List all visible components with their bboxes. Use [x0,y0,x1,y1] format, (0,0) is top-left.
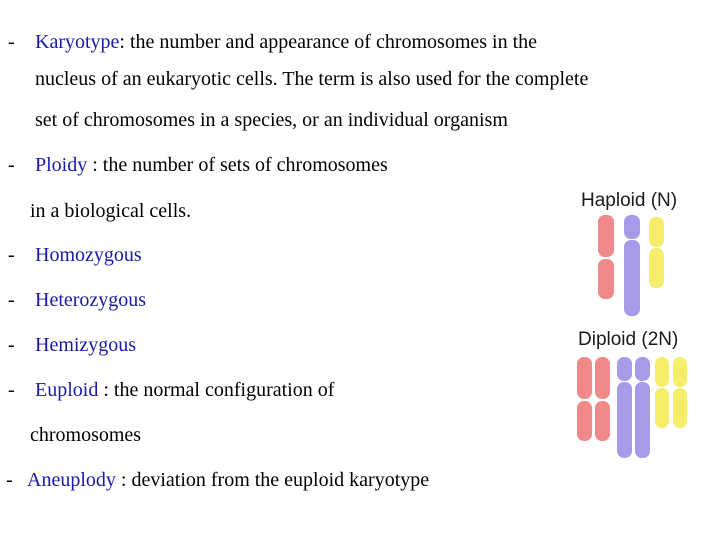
yellow-chromosome-lower [649,248,664,288]
hemizygous-term: Hemizygous [35,334,137,356]
karyotype-line-2: nucleus of an eukaryotic cells. The term is also used for the complete [35,68,589,90]
purple-chromosome-lower [624,240,640,316]
yellow-chromosome-lower [655,388,669,428]
bullet-dash: - [8,31,15,53]
diploid-chromosomes [577,357,687,458]
bullet-dash: - [8,154,15,176]
haploid-chromosomes [598,215,664,316]
red-chromosome-upper [595,357,610,399]
red-chromosome-lower [598,259,614,299]
ploidy-term: Ploidy [35,154,88,176]
homozygous-term: Homozygous [35,244,142,266]
purple-chromosome-lower [635,382,650,458]
purple-chromosome-lower [617,382,632,458]
bullet-dash: - [6,469,13,491]
yellow-chromosome-upper [655,357,669,387]
red-chromosome-upper [598,215,614,257]
euploid-term: Euploid [35,379,99,401]
ploidy-line-2: in a biological cells. [30,200,192,222]
karyotype-line-3: set of chromosomes in a species, or an individual organism [35,109,508,131]
red-chromosome-lower [577,401,592,441]
purple-chromosome-upper [635,357,650,381]
bullet-dash: - [8,334,15,356]
euploid-definition: : the normal configuration of [98,379,335,401]
yellow-chromosome-upper [649,217,664,247]
karyotype-definition: : the number and appearance of chromosomes in the [119,31,538,53]
red-chromosome-upper [577,357,592,399]
ploidy-definition: : the number of sets of chromosomes [87,154,388,176]
yellow-chromosome-upper [673,357,687,387]
aneuplody-term: Aneuplody [27,469,116,491]
red-chromosome-lower [595,401,610,441]
haploid-label: Haploid (N) [581,190,678,211]
euploid-line-2: chromosomes [30,424,142,446]
aneuplody-definition: : deviation from the euploid karyotype [115,469,430,491]
diploid-label: Diploid (2N) [578,329,679,350]
purple-chromosome-upper [624,215,640,239]
purple-chromosome-upper [617,357,632,381]
yellow-chromosome-lower [673,388,687,428]
karyotype-term: Karyotype [35,31,120,53]
bullet-dash: - [8,289,15,311]
bullet-dash: - [8,379,15,401]
bullet-dash: - [8,244,15,266]
heterozygous-term: Heterozygous [35,289,147,311]
